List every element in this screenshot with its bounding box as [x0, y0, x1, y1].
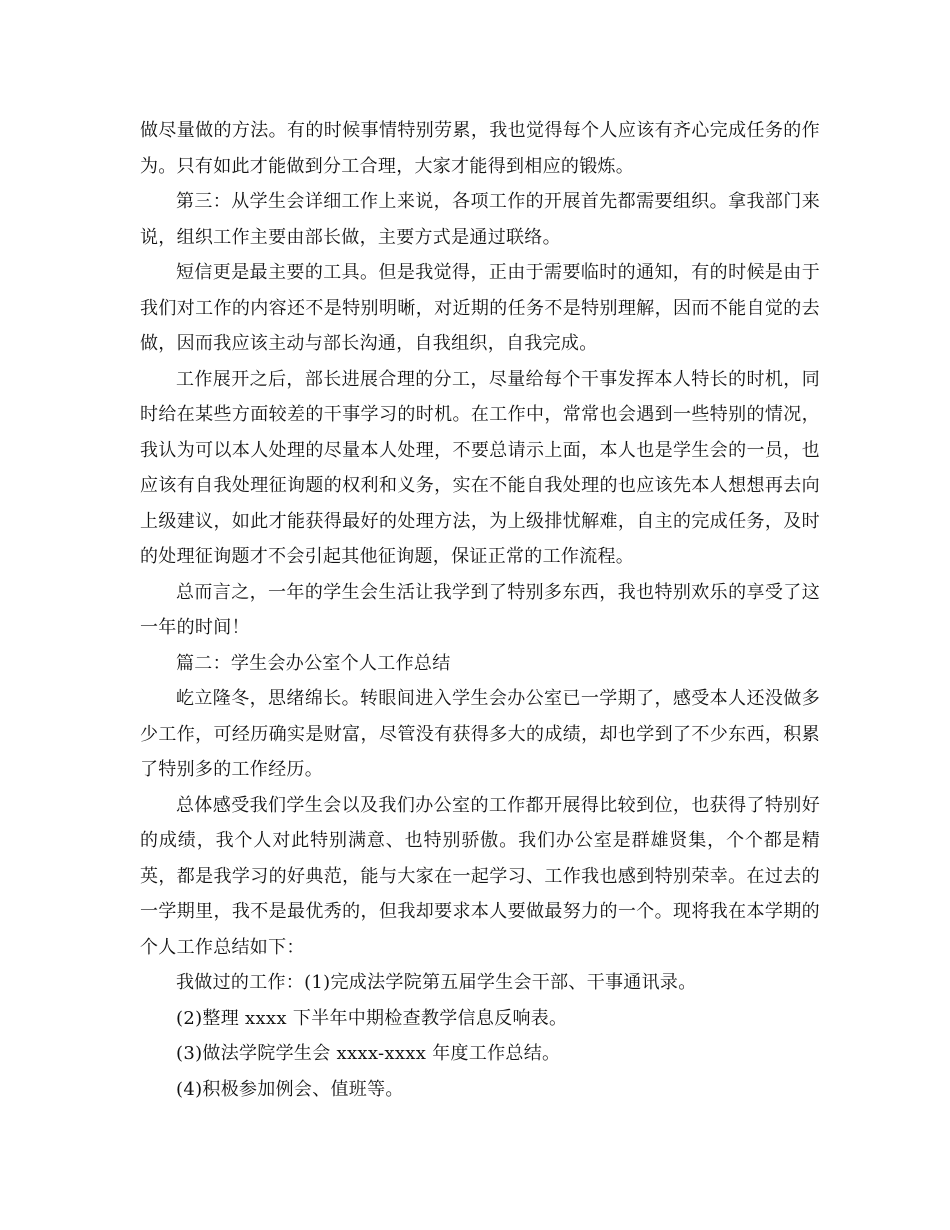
list-item-work-3: (3)做法学院学生会 xxxx-xxxx 年度工作总结。 — [176, 1043, 561, 1064]
paragraph-third-point: 第三：从学生会详细工作上来说，各项工作的开展首先都需要组织。拿我部门来说，组织工作主要由部长做，主要方式是通过联络。 — [140, 191, 820, 248]
list-item-work-1: 我做过的工作：(1)完成法学院第五届学生会干部、干事通讯录。 — [176, 972, 697, 993]
section-heading: 篇二：学生会办公室个人工作总结 — [176, 652, 451, 674]
paragraph-conclusion: 总而言之，一年的学生会生活让我学到了特别多东西，我也特别欢乐的享受了这一年的时间！ — [140, 581, 820, 638]
paragraph-work-division: 工作展开之后，部长进展合理的分工，尽量给每个干事发挥本人特长的时机，同时给在某些方面较差的干事学习的时机。在工作中，常常也会遇到一些特别的情况，我认为可以本人处理的尽量本人处理，不要总请示上面，本人也是学生会的一员，也应该有自我处理征询题的权利和义务，实在不能自我处理的也应该先本人想想再去向上级建议，如此才能获得最好的处理方法，为上级排忧解难，自主的完成任务，及时的处理征询题才不会引起其他征询题，保证正常的工作流程。 — [140, 368, 820, 567]
paragraph-intro: 屹立隆冬，思绪绵长。转眼间进入学生会办公室已一学期了，感受本人还没做多少工作，可经历确实是财富，尽管没有获得多大的成绩，却也学到了不少东西，积累了特别多的工作经历。 — [140, 688, 820, 780]
document-body — [140, 113, 820, 1107]
paragraph-continuation: 做尽量做的方法。有的时候事情特别劳累，我也觉得每个人应该有齐心完成任务的作为。只有如此才能做到分工合理，大家才能得到相应的锻炼。 — [140, 120, 820, 177]
paragraph-overall-feeling: 总体感受我们学生会以及我们办公室的工作都开展得比较到位，也获得了特别好的成绩，我个人对此特别满意、也特别骄傲。我们办公室是群雄贤集，个个都是精英，都是我学习的好典范，能与大家在一起学习、工作我也感到特别荣幸。在过去的一学期里，我不是最优秀的，但我却要求本人要做最努力的一个。现将我在本学期的个人工作总结如下： — [140, 794, 820, 958]
paragraph-sms: 短信更是最主要的工具。但是我觉得，正由于需要临时的通知，有的时候是由于我们对工作的内容还不是特别明晰，对近期的任务不是特别理解，因而不能自觉的去做，因而我应该主动与部长沟通，自我组织，自我完成。 — [140, 262, 820, 354]
list-item-work-4: (4)积极参加例会、值班等。 — [176, 1078, 404, 1100]
list-item-work-2: (2)整理 xxxx 下半年中期检查教学信息反响表。 — [176, 1007, 568, 1029]
